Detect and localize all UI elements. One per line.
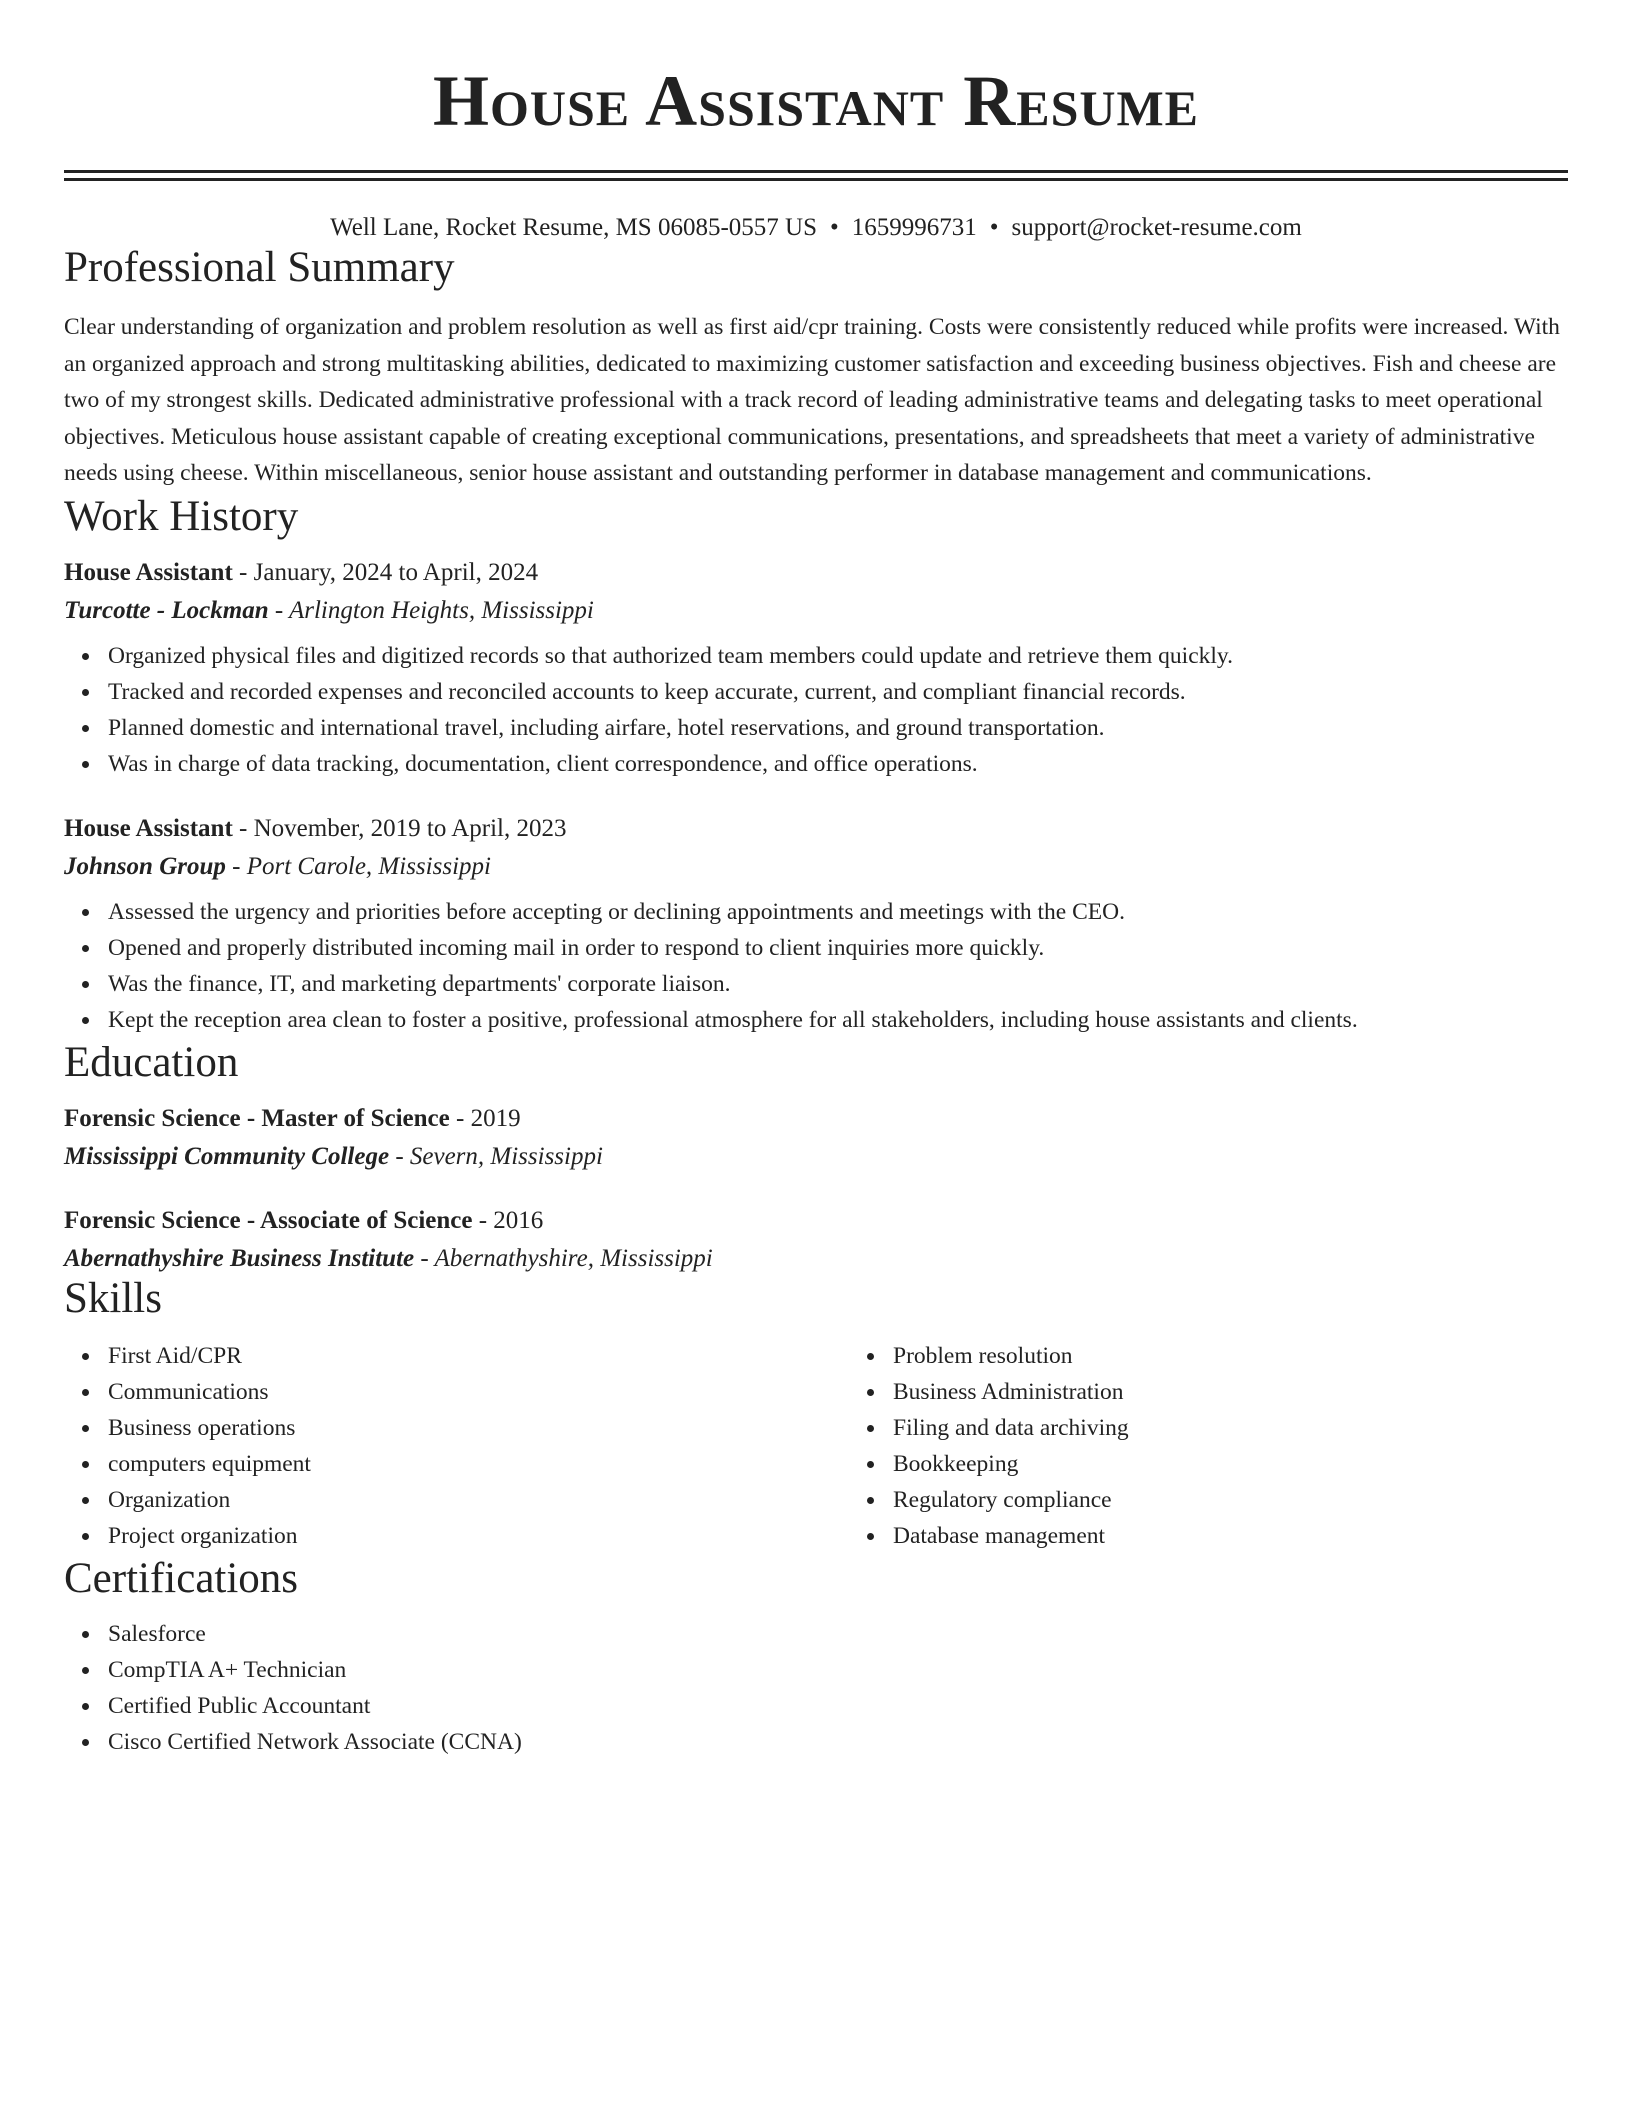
education-school-line: [64, 1142, 1568, 1172]
certification-item: Salesforce: [108, 1616, 1568, 1652]
education-entry: [64, 1104, 1568, 1172]
skills-list-left: [64, 1338, 849, 1554]
skill-item: Problem resolution: [893, 1338, 1632, 1374]
skill-item: Communications: [108, 1374, 849, 1410]
job-location: - Arlington Heights, Mississippi: [268, 596, 594, 624]
skills-list-right: [849, 1338, 1632, 1554]
contact-phone: 1659996731: [851, 214, 977, 241]
job-duty: Tracked and recorded expenses and reconciled accounts to keep accurate, current, and compliant financial records.: [108, 674, 1568, 710]
certifications-heading: Certifications: [64, 1554, 299, 1602]
education-degree: Forensic Science - Master of Science: [64, 1104, 450, 1132]
job-company: Johnson Group: [64, 852, 226, 880]
education-degree-line: [64, 1206, 1568, 1236]
job-dates: - November, 2019 to April, 2023: [232, 814, 567, 842]
certifications-list: [64, 1616, 1568, 1760]
certification-item: CompTIA A+ Technician: [108, 1652, 1568, 1688]
title-divider: [64, 170, 1568, 181]
skill-item: Project organization: [108, 1518, 849, 1554]
summary-text: Clear understanding of organization and problem resolution as well as first aid/cpr training. Costs were consistently reduced while profits were increased. With an organized approach and strong multitasking abilities, dedicated to maximizing customer satisfaction and exceeding business objectives. Fish and cheese are two of my strongest skills. Dedicated administrative professional with a track record of leading administrative teams and delegating tasks to meet operational objectives. Meticulous house assistant capable of creating exceptional communications, presentations, and spreadsheets that meet a variety of administrative needs using cheese. Within miscellaneous, senior house assistant and outstanding performer in database management and communications.: [64, 314, 1560, 486]
skill-item: Organization: [108, 1482, 849, 1518]
certification-item: Cisco Certified Network Associate (CCNA): [108, 1724, 1568, 1760]
job-title-line: [64, 814, 1568, 844]
skill-item: Database management: [893, 1518, 1632, 1554]
job-duty: Organized physical files and digitized records so that authorized team members could update and retrieve them quickly.: [108, 638, 1568, 674]
resume-title: House Assistant Resume: [432, 61, 1200, 141]
education-location: - Severn, Mississippi: [389, 1142, 603, 1170]
education-location: - Abernathyshire, Mississippi: [414, 1244, 713, 1272]
education-degree: Forensic Science - Associate of Science: [64, 1206, 473, 1234]
education-heading: Education: [64, 1038, 239, 1086]
education-year: - 2016: [472, 1206, 544, 1234]
education-degree-line: [64, 1104, 1568, 1134]
job-duty: Was the finance, IT, and marketing departments' corporate liaison.: [108, 966, 1568, 1002]
skill-item: Business operations: [108, 1410, 849, 1446]
contact-address: Well Lane, Rocket Resume, MS 06085-0557 US: [330, 214, 817, 241]
job-entry: [64, 814, 1568, 1038]
job-company-line: [64, 852, 1568, 882]
job-duty: Opened and properly distributed incoming mail in order to respond to client inquiries more quickly.: [108, 930, 1568, 966]
contact-separator: •: [989, 214, 999, 241]
skills-heading: Skills: [64, 1274, 162, 1322]
job-title: House Assistant: [64, 814, 233, 842]
education-entry: [64, 1206, 1568, 1274]
job-title-line: [64, 558, 1568, 588]
job-duty: Was in charge of data tracking, documentation, client correspondence, and office operations.: [108, 746, 1568, 782]
skill-item: Business Administration: [893, 1374, 1632, 1410]
job-duty: Planned domestic and international travel, including airfare, hotel reservations, and ground transportation.: [108, 710, 1568, 746]
skill-item: Filing and data archiving: [893, 1410, 1632, 1446]
job-location: - Port Carole, Mississippi: [225, 852, 491, 880]
job-dates: - January, 2024 to April, 2024: [232, 558, 539, 586]
skill-item: First Aid/CPR: [108, 1338, 849, 1374]
skill-item: Regulatory compliance: [893, 1482, 1632, 1518]
job-company: Turcotte - Lockman: [64, 596, 269, 624]
work-history-heading: Work History: [64, 492, 299, 540]
certification-item: Certified Public Accountant: [108, 1688, 1568, 1724]
skills-columns: [64, 1338, 1568, 1554]
contact-separator: •: [830, 214, 839, 241]
education-school-line: [64, 1244, 1568, 1274]
job-entry: [64, 558, 1568, 782]
contact-line: [64, 213, 1568, 243]
job-title: House Assistant: [64, 558, 233, 586]
contact-email: support@rocket-resume.com: [1011, 214, 1302, 241]
education-school: Mississippi Community College: [64, 1142, 390, 1170]
job-duties-list: [64, 638, 1568, 782]
education-school: Abernathyshire Business Institute: [64, 1244, 415, 1272]
skill-item: computers equipment: [108, 1446, 849, 1482]
skill-item: Bookkeeping: [893, 1446, 1632, 1482]
job-duties-list: [64, 894, 1568, 1038]
summary-heading: Professional Summary: [64, 244, 455, 291]
job-company-line: [64, 596, 1568, 626]
job-duty: Kept the reception area clean to foster a positive, professional atmosphere for all stakeholders, including house assistants and clients.: [108, 1002, 1568, 1038]
education-year: - 2019: [449, 1104, 521, 1132]
job-duty: Assessed the urgency and priorities before accepting or declining appointments and meetings with the CEO.: [108, 894, 1568, 930]
